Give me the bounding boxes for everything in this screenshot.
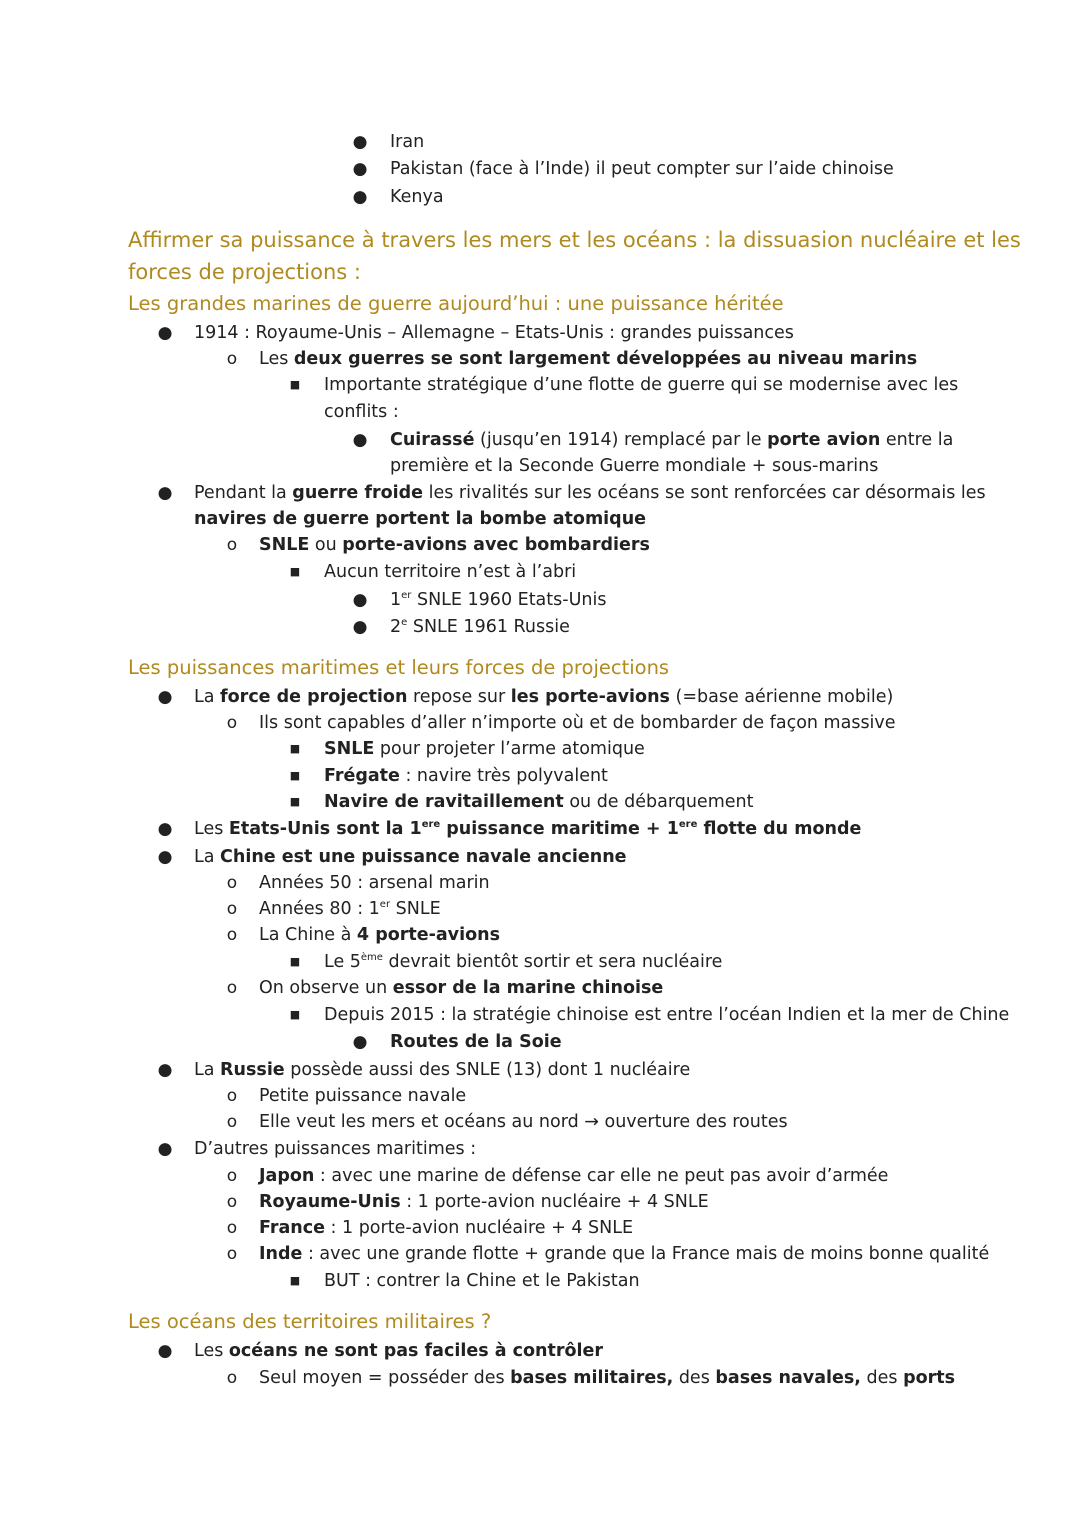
- bullet-disc: ●: [352, 187, 368, 207]
- list-item: Inde : avec une grande flotte + grande que la France mais de moins bonne qualité: [259, 1244, 990, 1264]
- subsection-heading: Les océans des territoires militaires ?: [128, 1310, 492, 1333]
- bullet-circle: o: [226, 925, 238, 945]
- bullet-circle: o: [226, 535, 238, 555]
- bullet-disc: ●: [352, 590, 368, 610]
- list-item: Pendant la guerre froide les rivalités sur les océans se sont renforcées car désormais les: [194, 483, 986, 503]
- list-item: Depuis 2015 : la stratégie chinoise est entre l’océan Indien et la mer de Chine: [324, 1005, 1010, 1025]
- bullet-square: ■: [289, 742, 301, 755]
- bullet-disc: ●: [157, 1139, 173, 1159]
- bullet-square: ■: [289, 795, 301, 808]
- bullet-disc: ●: [352, 159, 368, 179]
- list-item: Années 80 : 1er SNLE: [259, 899, 441, 919]
- list-item: conflits :: [324, 402, 399, 422]
- bullet-square: ■: [289, 378, 301, 391]
- list-item: 1914 : Royaume-Unis – Allemagne – Etats-Unis : grandes puissances: [194, 323, 794, 343]
- list-item: Importante stratégique d’une flotte de guerre qui se modernise avec les: [324, 375, 959, 395]
- bullet-disc: ●: [352, 617, 368, 637]
- bullet-circle: o: [226, 1218, 238, 1238]
- bullet-square: ■: [289, 769, 301, 782]
- list-item: Les océans ne sont pas faciles à contrôler: [194, 1341, 603, 1361]
- bullet-square: ■: [289, 565, 301, 578]
- list-item: D’autres puissances maritimes :: [194, 1139, 477, 1159]
- bullet-disc: ●: [352, 132, 368, 152]
- list-item: La force de projection repose sur les porte-avions (=base aérienne mobile): [194, 687, 894, 707]
- list-item: Petite puissance navale: [259, 1086, 467, 1106]
- list-item: Kenya: [390, 187, 444, 207]
- bullet-disc: ●: [157, 323, 173, 343]
- bullet-circle: o: [226, 1368, 238, 1388]
- bullet-circle: o: [226, 1166, 238, 1186]
- list-item: Routes de la Soie: [390, 1032, 562, 1052]
- bullet-circle: o: [226, 978, 238, 998]
- bullet-disc: ●: [157, 687, 173, 707]
- list-item: Ils sont capables d’aller n’importe où et de bombarder de façon massive: [259, 713, 896, 733]
- bullet-disc: ●: [157, 483, 173, 503]
- list-item: Elle veut les mers et océans au nord → ouverture des routes: [259, 1112, 788, 1132]
- list-item: Les Etats-Unis sont la 1ere puissance maritime + 1ere flotte du monde: [194, 819, 862, 839]
- bullet-circle: o: [226, 349, 238, 369]
- list-item: 2e SNLE 1961 Russie: [390, 617, 570, 637]
- list-item: Royaume-Unis : 1 porte-avion nucléaire + 4 SNLE: [259, 1192, 709, 1212]
- bullet-disc: ●: [157, 819, 173, 839]
- bullet-circle: o: [226, 1192, 238, 1212]
- list-item: Les deux guerres se sont largement développées au niveau marins: [259, 349, 918, 369]
- list-item: Frégate : navire très polyvalent: [324, 766, 608, 786]
- subsection-heading: Les grandes marines de guerre aujourd’hui : une puissance héritée: [128, 292, 784, 315]
- list-item: Années 50 : arsenal marin: [259, 873, 490, 893]
- bullet-disc: ●: [157, 1341, 173, 1361]
- bullet-disc: ●: [157, 847, 173, 867]
- list-item: navires de guerre portent la bombe atomique: [194, 509, 647, 529]
- list-item: Cuirassé (jusqu’en 1914) remplacé par le porte avion entre la: [390, 430, 954, 450]
- list-item: On observe un essor de la marine chinoise: [259, 978, 664, 998]
- bullet-circle: o: [226, 1112, 238, 1132]
- list-item: première et la Seconde Guerre mondiale + sous-marins: [390, 456, 879, 476]
- bullet-circle: o: [226, 713, 238, 733]
- list-item: Aucun territoire n’est à l’abri: [324, 562, 577, 582]
- list-item: La Chine est une puissance navale ancienne: [194, 847, 627, 867]
- bullet-circle: o: [226, 1244, 238, 1264]
- list-item: Le 5ème devrait bientôt sortir et sera nucléaire: [324, 952, 723, 972]
- bullet-circle: o: [226, 873, 238, 893]
- section-heading: forces de projections :: [128, 260, 361, 284]
- list-item: Japon : avec une marine de défense car elle ne peut pas avoir d’armée: [259, 1166, 889, 1186]
- bullet-disc: ●: [352, 1032, 368, 1052]
- bullet-square: ■: [289, 1274, 301, 1287]
- bullet-circle: o: [226, 1086, 238, 1106]
- list-item: Iran: [390, 132, 425, 152]
- section-heading: Affirmer sa puissance à travers les mers et les océans : la dissuasion nucléaire et les: [128, 228, 1021, 252]
- list-item: 1er SNLE 1960 Etats-Unis: [390, 590, 607, 610]
- bullet-circle: o: [226, 899, 238, 919]
- list-item: La Russie possède aussi des SNLE (13) dont 1 nucléaire: [194, 1060, 691, 1080]
- list-item: La Chine à 4 porte-avions: [259, 925, 500, 945]
- bullet-square: ■: [289, 1008, 301, 1021]
- list-item: Pakistan (face à l’Inde) il peut compter sur l’aide chinoise: [390, 159, 894, 179]
- subsection-heading: Les puissances maritimes et leurs forces de projections: [128, 656, 670, 679]
- list-item: SNLE ou porte-avions avec bombardiers: [259, 535, 650, 555]
- list-item: Seul moyen = posséder des bases militaires, des bases navales, des ports: [259, 1368, 956, 1388]
- bullet-square: ■: [289, 955, 301, 968]
- list-item: BUT : contrer la Chine et le Pakistan: [324, 1271, 640, 1291]
- bullet-disc: ●: [157, 1060, 173, 1080]
- list-item: SNLE pour projeter l’arme atomique: [324, 739, 645, 759]
- bullet-disc: ●: [352, 430, 368, 450]
- list-item: France : 1 porte-avion nucléaire + 4 SNLE: [259, 1218, 634, 1238]
- list-item: Navire de ravitaillement ou de débarquement: [324, 792, 754, 812]
